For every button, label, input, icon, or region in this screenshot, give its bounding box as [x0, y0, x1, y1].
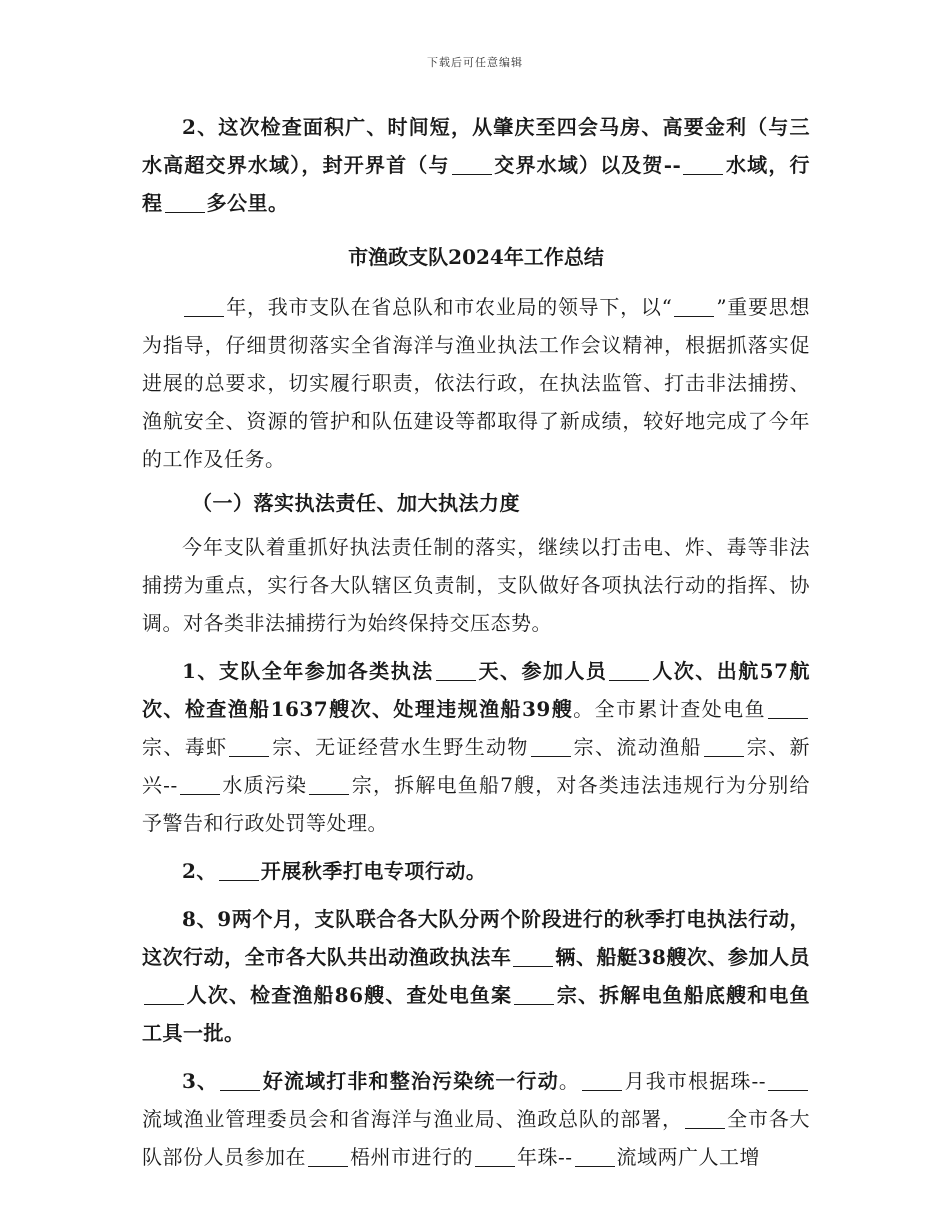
fill-blank: [309, 794, 349, 795]
document-body: [142, 108, 810, 1176]
paragraph: [142, 528, 810, 642]
fill-blank: [219, 880, 259, 881]
section-heading: [142, 484, 810, 522]
text-run: 2、这次检查面积广、时间短，从肇庆至四会马房、高要金利（与三水高超交界水域），封开界首（与: [142, 115, 810, 177]
text-run: 8、9两个月，支队联合各大队分两个阶段进行的秋季打电执法行动，这次行动，全市各大队共出动渔政执法车: [142, 907, 810, 969]
text-run: 宗、毒虾: [142, 735, 228, 759]
fill-blank: [220, 1090, 260, 1091]
fill-blank: [514, 1004, 554, 1005]
paragraph: [142, 652, 810, 842]
fill-blank: [452, 174, 492, 175]
text-run: 流域两广人工增: [616, 1145, 761, 1169]
paragraph: [142, 1062, 810, 1176]
fill-blank: [436, 680, 476, 681]
fill-blank: [582, 1090, 622, 1091]
text-run: 宗、无证经营水生野生动物: [271, 735, 529, 759]
text-run: 月我市根据珠--: [624, 1069, 767, 1093]
fill-blank: [768, 718, 808, 719]
text-run: 梧州市进行的: [350, 1145, 473, 1169]
fill-blank: [144, 1004, 184, 1005]
bold-text: 人次、出航57航次、检查渔船1637艘次、处理违规渔船39艘: [142, 659, 810, 721]
fill-blank: [575, 1166, 615, 1167]
text-run: ”重要思想为指导，仔细贯彻落实全省海洋与渔业执法工作会议精神，根据抓落实促进展的总要求，切实履行职责，依法行政，在执法监管、打击非法捕捞、渔航安全、资源的管护和队伍建设等都取得了新成绩，较好地完成了今年的工作及任务。: [142, 295, 810, 471]
text-run: 多公里。: [206, 191, 289, 215]
text-run: 。: [558, 1069, 580, 1093]
text-run: 市渔政支队2024年工作总结: [348, 245, 604, 269]
text-run: 宗、流动渔船: [572, 735, 702, 759]
fill-blank: [184, 316, 224, 317]
text-run: （一）落实执法责任、加大执法力度: [192, 491, 520, 515]
text-run: 宗、拆解电鱼船底艘和电鱼工具一批。: [142, 983, 810, 1045]
text-run: 年珠--: [517, 1145, 573, 1169]
fill-blank: [165, 212, 205, 213]
page-header: 下载后可任意编辑: [427, 56, 523, 69]
fill-blank: [704, 756, 744, 757]
text-run: 宗，拆解电鱼船7艘，对各类违法违规行为分别给予警告和行政处罚等处理。: [142, 773, 810, 835]
text-run: 宗、新兴--: [142, 735, 811, 797]
text-run: 辆、船艇38艘次、参加人员: [555, 945, 811, 969]
text-run: 全市各大队部份人员参加在: [142, 1107, 811, 1169]
fill-blank: [308, 1166, 348, 1167]
fill-blank: [609, 680, 649, 681]
text-run: 开展秋季打电专项行动。: [260, 859, 487, 883]
text-run: 水域，行程: [142, 153, 811, 215]
text-run: 人次、检查渔船86艘、查处电鱼案: [186, 983, 513, 1007]
paragraph: [142, 852, 810, 890]
bold-text: 天、参加人员: [477, 659, 608, 683]
text-run: 。全市累计查处电鱼: [573, 697, 767, 721]
paragraph: [142, 288, 810, 478]
fill-blank: [674, 316, 714, 317]
bold-text: 1、支队全年参加各类执法: [182, 659, 434, 683]
text-run: 水质污染: [221, 773, 308, 797]
fill-blank: [768, 1090, 808, 1091]
text-run: 2、: [182, 859, 217, 883]
paragraph: [142, 900, 810, 1052]
text-run: 流域渔业管理委员会和省海洋与渔业局、渔政总队的部署，: [142, 1107, 683, 1131]
text-run: 交界水域）以及贺--: [493, 153, 682, 177]
fill-blank: [180, 794, 220, 795]
fill-blank: [475, 1166, 515, 1167]
document-title: [142, 238, 810, 276]
fill-blank: [531, 756, 571, 757]
text-run: 年，我市支队在省总队和市农业局的领导下，以“: [226, 295, 673, 319]
fill-blank: [513, 966, 553, 967]
paragraph: [142, 108, 810, 222]
fill-blank: [685, 1128, 725, 1129]
bold-text: 3、: [182, 1069, 219, 1093]
text-run: 今年支队着重抓好执法责任制的落实，继续以打击电、炸、毒等非法捕捞为重点，实行各大队辖区负责制，支队做好各项执法行动的指挥、协调。对各类非法捕捞行为始终保持交压态势。: [142, 535, 810, 635]
fill-blank: [229, 756, 269, 757]
fill-blank: [683, 174, 723, 175]
bold-text: 好流域打非和整治污染统一行动: [262, 1069, 559, 1093]
